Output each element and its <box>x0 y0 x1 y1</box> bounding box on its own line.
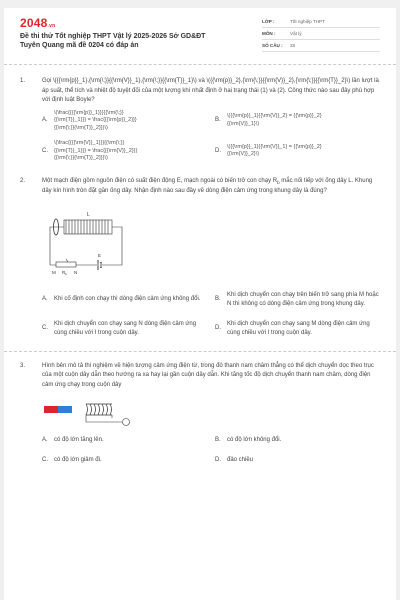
option-letter: B. <box>215 117 221 123</box>
exam-title-line-1: Đề thi thử Tốt nghiệp THPT Vật lý 2025-2026 Sở GD&ĐT <box>20 33 206 40</box>
option-c[interactable]: C. Khi dịch chuyển con chạy sang N dòng điện cảm ứng cùng chiều với I trong cuộn dây. <box>42 320 197 337</box>
option-d[interactable]: D. Khi dịch chuyển con chạy sang M dòng điện cảm ứng cùng chiều với I trong cuộn dây. <box>215 320 370 337</box>
question-number: 3. <box>20 362 26 369</box>
option-b[interactable]: B. \({{\rm{p}}_1}{{\rm{V}}_2} = {{\rm{p}}_2} {{\rm{V}}_1}\) <box>215 113 322 127</box>
rheostat-slider <box>66 259 68 262</box>
galvanometer <box>123 419 130 426</box>
option-a[interactable]: A. Khi cố định con chạy thì dòng điện cảm ứng không đổi. <box>42 296 201 303</box>
exam-title <box>20 32 250 50</box>
answer-options <box>42 110 380 163</box>
option-letter: A. <box>42 117 48 123</box>
option-d[interactable]: D. đảo chiều <box>215 456 254 463</box>
option-d[interactable]: D. \({{\rm{p}}_1}{{\rm{V}}_1} = {{\rm{p}}_2} {{\rm{V}}_2}\) <box>215 143 322 158</box>
question-1 <box>20 77 380 163</box>
question-divider <box>4 351 396 352</box>
circuit-diagram <box>42 203 152 283</box>
solenoid-coil <box>64 220 112 234</box>
label-m: M <box>52 269 56 275</box>
label-l: L <box>87 211 90 218</box>
label-e: E <box>98 252 102 258</box>
meta-row-class: LỚP : Tốt nghiệp THPT <box>262 16 380 28</box>
question-text: Hình bên mô tả thí nghiệm về hiện tượng cảm ứng điện từ, trong đó thanh nam châm thẳng có thể dịch chuyển dọc theo trục của một cuộn dây dẫn theo hướng ra xa hay lại gần cuộn dây dẫn. Khi tăng tốc độ dịch chuyển thanh nam châm, dòng điện cảm ứng chạy trong cuộn dây <box>42 362 374 388</box>
option-b[interactable]: B. Khi dịch chuyển con chạy trên biến trở sang phía M hoặc N thì không có dòng điện cảm ứng trong khung dây. <box>215 291 379 308</box>
answer-options <box>42 291 380 339</box>
answer-options <box>42 436 380 465</box>
magnet-coil-figure <box>42 396 152 426</box>
bar-magnet <box>44 406 72 413</box>
exam-title-line-2: Tuyên Quang mã đề 0204 có đáp án <box>20 42 139 49</box>
coil-wire <box>86 415 122 422</box>
rheostat <box>56 262 76 267</box>
meta-row-subject: MÔN : Vật lý <box>262 28 380 40</box>
option-a[interactable]: A. có độ lớn tăng lên. <box>42 437 104 444</box>
header-left <box>20 16 250 50</box>
question-number: 1. <box>20 78 26 84</box>
option-letter: C. <box>42 147 48 154</box>
exam-page <box>4 8 396 600</box>
meta-row-question-count: SỐ CÂU : 28 <box>262 40 380 52</box>
option-letter: D. <box>215 147 221 154</box>
question-3 <box>20 362 380 466</box>
exam-meta-table <box>262 16 380 52</box>
question-text: Gọi \({{\rm{p}}_1},{\rm{\;}}{{\rm{V}}_1},{\rm{\;}}{{\rm{T}}_1}\) và \({{\rm{p}}_2},{\rm{\;}}{{\rm{V}}_2},{\rm{\;}}{{\rm{T}}_2}\) lần lượt là áp suất, thể tích và nhiệt độ tuyệt đối của một lượng khí nhất định ở hai trạng thái (1) và (2). Công thức nào sau đây phù hợp với định luật Boyle? <box>42 78 379 103</box>
site-logo[interactable]: 2048.vn <box>20 16 56 30</box>
header-divider <box>4 64 396 65</box>
question-number: 2. <box>20 177 26 184</box>
question-2 <box>20 177 380 339</box>
option-a[interactable]: A. \(\frac{{{{\rm{p}}_1}}}{{\rm{\;}} {{\rm{T}}_1}}} = \frac{{{\rm{p}}_2}}} {{\rm{\;}}{\rm{T}}_2}}}\) <box>42 109 137 131</box>
option-b[interactable]: B. có độ lớn không đổi. <box>215 437 282 444</box>
option-c[interactable]: C. \(\frac{{{{\rm{V}}_1}}}{{\rm{\;}} {{\rm{T}}_1}}} = \frac{{{\rm{V}}_2}}} {{\rm{\;}}{\rm{T}}_2}}}\) <box>42 140 138 161</box>
wire-coil <box>86 404 112 415</box>
label-n: N <box>74 269 78 275</box>
page-header <box>20 16 380 52</box>
option-c[interactable]: C. có độ lớn giảm đi. <box>42 456 102 463</box>
question-text: Một mạch điện gồm nguồn điện có suất điện động E, mạch ngoài có biến trở con chạy $R_b$ mắc nối tiếp với ống dây L. Khung dây kín hình tròn đặt gần ống dây. Nhận định nào sau đây về dòng điện cảm ứng trong khung dây là đúng? <box>42 177 373 195</box>
label-rb: $R_b$ <box>62 269 67 276</box>
